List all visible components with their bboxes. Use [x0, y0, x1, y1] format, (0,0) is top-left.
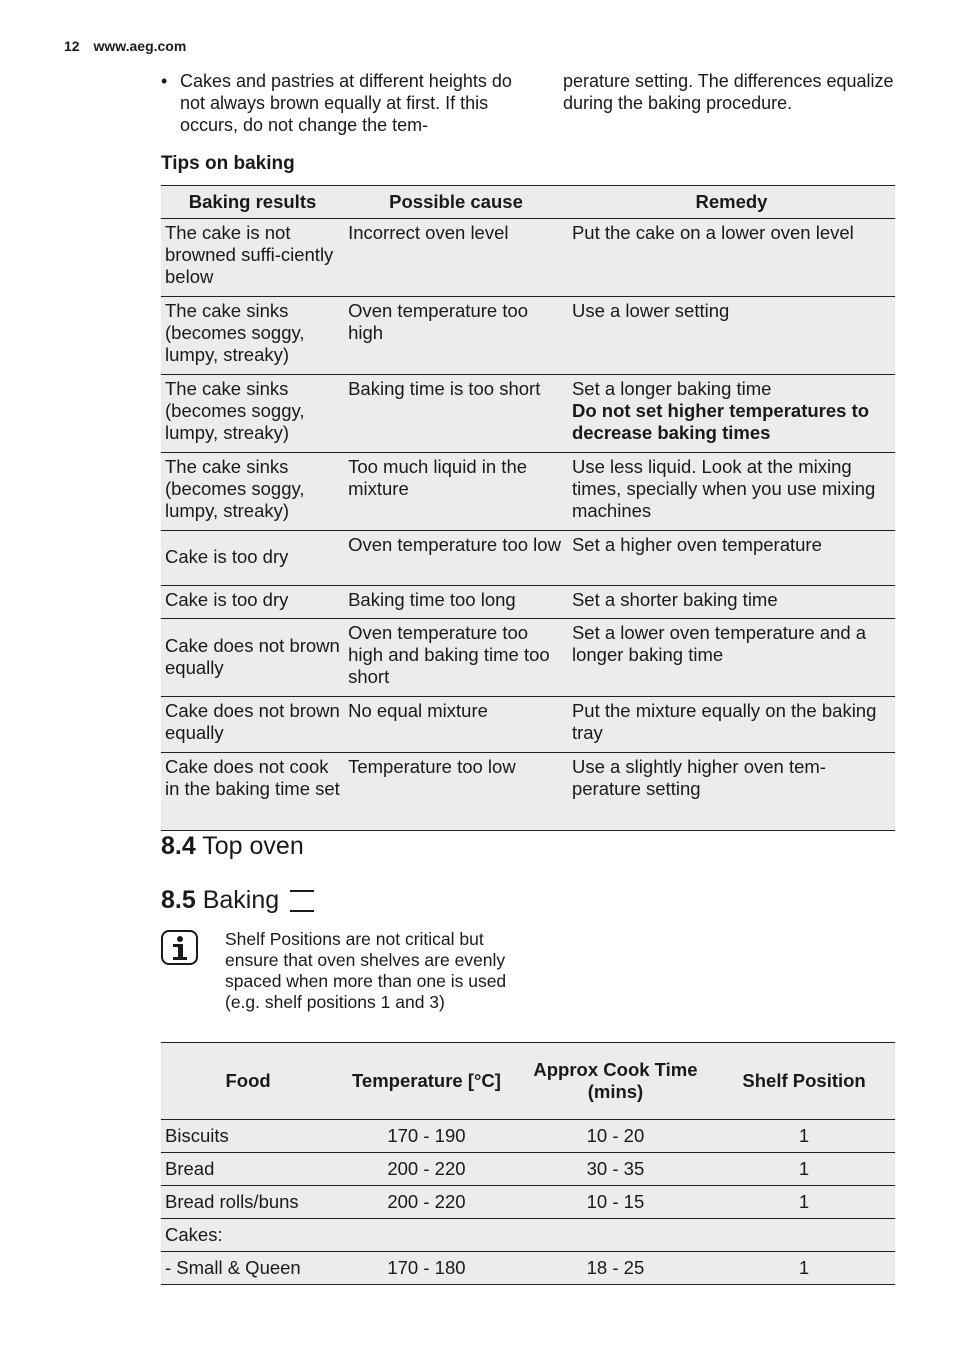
- remedy-cell: [568, 531, 895, 586]
- table-row: [161, 1153, 895, 1186]
- tips-table: [161, 185, 895, 831]
- website-link[interactable]: www.aeg.com: [93, 38, 187, 54]
- result-cell: Cake is too dry: [161, 531, 344, 586]
- remedy-text: Use a slightly higher oven tem-perature setting: [571, 756, 826, 799]
- cause-cell: No equal mixture: [344, 697, 568, 753]
- temperature-cell: [335, 1219, 518, 1252]
- tips-title: Tips on baking: [161, 153, 295, 174]
- remedy-warning: [572, 400, 891, 444]
- table-row: [161, 1252, 895, 1285]
- remedy-cell: [568, 619, 895, 697]
- grill-element-icon: [290, 888, 314, 912]
- shelf-cell: 1: [713, 1186, 895, 1219]
- cause-cell: Baking time too long: [344, 586, 568, 619]
- result-cell: Cake does not brown equally: [161, 697, 344, 753]
- table-row: [161, 586, 895, 619]
- header-possible-cause: Possible cause: [344, 186, 568, 219]
- info-note: Shelf Positions are not critical but ensure that oven shelves are evenly spaced when more than one is used (e.g. shelf positions 1 and 3): [225, 929, 507, 1012]
- remedy-text: Use a lower setting: [571, 300, 730, 321]
- result-cell: Cake does not brown equally: [161, 619, 344, 697]
- food-cell: Biscuits: [161, 1120, 335, 1153]
- temperature-cell: 170 - 180: [335, 1252, 518, 1285]
- section-title: Baking: [202, 886, 280, 914]
- result-cell: The cake sinks (becomes soggy, lumpy, streaky): [161, 375, 344, 453]
- table-row: [161, 697, 895, 753]
- table-row: [161, 1219, 895, 1252]
- header-food: Food: [161, 1043, 335, 1120]
- intro-bullet: [161, 70, 895, 140]
- page-number: 12: [64, 38, 80, 54]
- table-row: [161, 1186, 895, 1219]
- table-row: [161, 1120, 895, 1153]
- time-cell: [518, 1219, 713, 1252]
- cause-cell: Incorrect oven level: [344, 219, 568, 297]
- cause-cell: Oven temperature too high: [344, 297, 568, 375]
- temperature-cell: 200 - 220: [335, 1186, 518, 1219]
- intro-text-column-2: perature setting. The differences equalize during the baking procedure.: [563, 71, 894, 113]
- food-cell: Bread: [161, 1153, 335, 1186]
- remedy-text: Set a longer baking time: [571, 378, 772, 399]
- remedy-text: Set a shorter baking time: [571, 589, 778, 610]
- section-heading-baking: [161, 886, 314, 915]
- remedy-text: Put the mixture equally on the baking tray: [571, 700, 877, 743]
- result-cell: The cake is not browned suffi-ciently below: [161, 219, 344, 297]
- remedy-cell: [568, 753, 895, 831]
- temperature-cell: 200 - 220: [335, 1153, 518, 1186]
- result-cell: The cake sinks (becomes soggy, lumpy, streaky): [161, 453, 344, 531]
- baking-table: [161, 1042, 895, 1285]
- tips-header-row: [161, 186, 895, 219]
- cause-cell: Oven temperature too high and baking time too short: [344, 619, 568, 697]
- header-cook-time: Approx Cook Time (mins): [518, 1043, 713, 1120]
- table-row: [161, 375, 895, 453]
- page-header: [64, 38, 186, 54]
- remedy-cell: [568, 297, 895, 375]
- table-row: [161, 219, 895, 297]
- baking-header-row: [161, 1043, 895, 1120]
- header-shelf-position: Shelf Position: [713, 1043, 895, 1120]
- table-row: [161, 753, 895, 831]
- shelf-cell: [713, 1219, 895, 1252]
- remedy-cell: [568, 697, 895, 753]
- cause-cell: Baking time is too short: [344, 375, 568, 453]
- remedy-cell: [568, 375, 895, 453]
- temperature-cell: 170 - 190: [335, 1120, 518, 1153]
- time-cell: 30 - 35: [518, 1153, 713, 1186]
- food-cell: - Small & Queen: [161, 1252, 335, 1285]
- remedy-warning-text: Do not set higher temperatures to decrease baking times: [571, 400, 870, 443]
- remedy-cell: [568, 453, 895, 531]
- remedy-text: Set a lower oven temperature and a longer baking time: [571, 622, 867, 665]
- remedy-cell: [568, 219, 895, 297]
- remedy-cell: [568, 586, 895, 619]
- remedy-text: Use less liquid. Look at the mixing times, specially when you use mixing machines: [571, 456, 876, 521]
- intro-text-column-1: Cakes and pastries at different heights do not always brown equally at first. If this occurs, do not change the tem-: [180, 71, 512, 135]
- table-row: [161, 453, 895, 531]
- section-number: 8.5: [161, 886, 196, 914]
- table-row: [161, 297, 895, 375]
- cause-cell: Too much liquid in the mixture: [344, 453, 568, 531]
- food-cell: Bread rolls/buns: [161, 1186, 335, 1219]
- section-heading-top-oven: [161, 832, 304, 861]
- time-cell: 18 - 25: [518, 1252, 713, 1285]
- bullet-mark: •: [161, 71, 168, 91]
- info-icon: [161, 930, 198, 965]
- remedy-text: Put the cake on a lower oven level: [571, 222, 854, 243]
- cause-cell: Oven temperature too low: [344, 531, 568, 586]
- result-cell: The cake sinks (becomes soggy, lumpy, streaky): [161, 297, 344, 375]
- result-cell: Cake is too dry: [161, 586, 344, 619]
- section-title: Top oven: [202, 832, 304, 860]
- header-remedy: Remedy: [568, 186, 895, 219]
- table-row: [161, 619, 895, 697]
- shelf-cell: 1: [713, 1153, 895, 1186]
- result-cell: Cake does not cook in the baking time set: [161, 753, 344, 831]
- header-temperature: Temperature [°C]: [335, 1043, 518, 1120]
- cause-cell: Temperature too low: [344, 753, 568, 831]
- shelf-cell: 1: [713, 1252, 895, 1285]
- time-cell: 10 - 20: [518, 1120, 713, 1153]
- shelf-cell: 1: [713, 1120, 895, 1153]
- header-baking-results: Baking results: [161, 186, 344, 219]
- table-row: [161, 531, 895, 586]
- section-number: 8.4: [161, 832, 196, 860]
- time-cell: 10 - 15: [518, 1186, 713, 1219]
- remedy-text: Set a higher oven temperature: [571, 534, 822, 555]
- food-cell: Cakes:: [161, 1219, 335, 1252]
